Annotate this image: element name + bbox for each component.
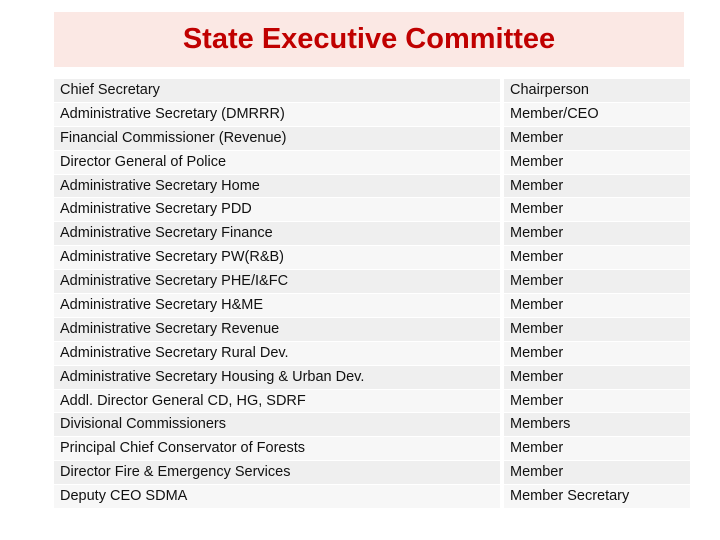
role-cell: Member <box>504 390 690 414</box>
designation-cell: Administrative Secretary PHE/I&FC <box>54 270 504 294</box>
role-cell: Member <box>504 198 690 222</box>
designation-cell: Administrative Secretary Rural Dev. <box>54 342 504 366</box>
page-title: State Executive Committee <box>182 23 556 55</box>
designation-cell: Administrative Secretary (DMRRR) <box>54 103 504 127</box>
role-cell: Member <box>504 270 690 294</box>
role-cell: Member <box>504 222 690 246</box>
role-cell: Member <box>504 151 690 175</box>
designation-cell: Administrative Secretary PDD <box>54 198 504 222</box>
designation-cell: Administrative Secretary PW(R&B) <box>54 246 504 270</box>
designation-cell: Administrative Secretary Finance <box>54 222 504 246</box>
role-cell: Member <box>504 294 690 318</box>
role-cell: Member <box>504 437 690 461</box>
designation-cell: Administrative Secretary Housing & Urban Dev. <box>54 366 504 390</box>
role-cell: Member <box>504 461 690 485</box>
designation-cell: Deputy CEO SDMA <box>54 485 504 509</box>
role-cell: Chairperson <box>504 79 690 103</box>
role-cell: Member/CEO <box>504 103 690 127</box>
role-cell: Member <box>504 127 690 151</box>
designation-cell: Administrative Secretary Home <box>54 175 504 199</box>
designation-cell: Addl. Director General CD, HG, SDRF <box>54 390 504 414</box>
role-cell: Member <box>504 318 690 342</box>
designation-cell: Divisional Commissioners <box>54 413 504 437</box>
designation-cell: Director General of Police <box>54 151 504 175</box>
role-cell: Members <box>504 413 690 437</box>
role-cell: Member Secretary <box>504 485 690 509</box>
designation-cell: Chief Secretary <box>54 79 504 103</box>
designation-cell: Director Fire & Emergency Services <box>54 461 504 485</box>
designation-cell: Administrative Secretary Revenue <box>54 318 504 342</box>
role-cell: Member <box>504 246 690 270</box>
designation-cell: Principal Chief Conservator of Forests <box>54 437 504 461</box>
committee-table <box>54 79 690 509</box>
designation-cell: Financial Commissioner (Revenue) <box>54 127 504 151</box>
role-cell: Member <box>504 175 690 199</box>
designation-cell: Administrative Secretary H&ME <box>54 294 504 318</box>
role-cell: Member <box>504 342 690 366</box>
role-cell: Member <box>504 366 690 390</box>
title-band <box>54 12 684 67</box>
